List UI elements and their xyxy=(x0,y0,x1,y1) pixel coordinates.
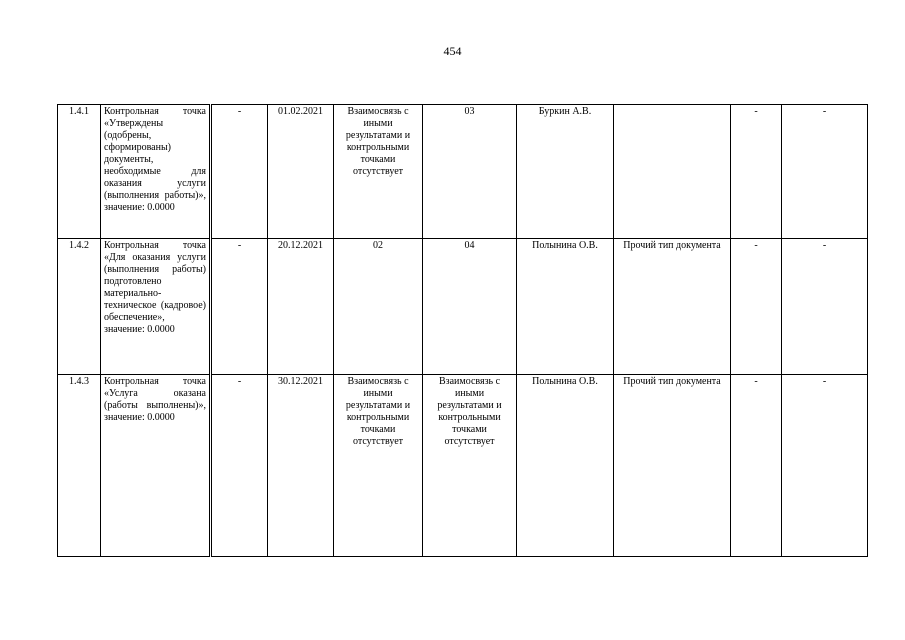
dash-cell: - xyxy=(211,375,268,557)
code-cell: Взаимосвязь с иными результатами и контрольными точками отсутствует xyxy=(423,375,517,557)
extra-cell-2: - xyxy=(782,105,868,239)
extra-cell-1: - xyxy=(731,239,782,375)
table-row xyxy=(58,239,868,375)
control-point-name: Контрольная точка «Услуга оказана (работы выполнены)», значение: 0.0000 xyxy=(101,375,211,557)
page-number: 454 xyxy=(443,44,462,58)
row-number: 1.4.3 xyxy=(58,375,101,557)
responsible-person: Полынина О.В. xyxy=(517,239,614,375)
row-number: 1.4.2 xyxy=(58,239,101,375)
date-cell: 01.02.2021 xyxy=(268,105,334,239)
responsible-person: Буркин А.В. xyxy=(517,105,614,239)
code-cell: 03 xyxy=(423,105,517,239)
dash-cell: - xyxy=(211,105,268,239)
extra-cell-2: - xyxy=(782,375,868,557)
row-number: 1.4.1 xyxy=(58,105,101,239)
date-cell: 20.12.2021 xyxy=(268,239,334,375)
table-row xyxy=(58,105,868,239)
document-type: Прочий тип документа xyxy=(614,375,731,557)
relation-cell: 02 xyxy=(334,239,423,375)
control-points-table xyxy=(57,104,868,557)
extra-cell-1: - xyxy=(731,105,782,239)
document-type: Прочий тип документа xyxy=(614,239,731,375)
relation-cell: Взаимосвязь с иными результатами и контрольными точками отсутствует xyxy=(334,105,423,239)
responsible-person: Полынина О.В. xyxy=(517,375,614,557)
relation-cell: Взаимосвязь с иными результатами и контрольными точками отсутствует xyxy=(334,375,423,557)
document-type xyxy=(614,105,731,239)
table-row xyxy=(58,375,868,557)
extra-cell-1: - xyxy=(731,375,782,557)
code-cell: 04 xyxy=(423,239,517,375)
control-point-name: Контрольная точка «Утверждены (одобрены, сформированы) документы, необходимые для оказания услуги (выполнения работы)», значение: 0.0000 xyxy=(101,105,211,239)
dash-cell: - xyxy=(211,239,268,375)
extra-cell-2: - xyxy=(782,239,868,375)
control-point-name: Контрольная точка «Для оказания услуги (выполнения работы) подготовлено материально-техническое (кадровое) обеспечение», значение: 0.0000 xyxy=(101,239,211,375)
date-cell: 30.12.2021 xyxy=(268,375,334,557)
